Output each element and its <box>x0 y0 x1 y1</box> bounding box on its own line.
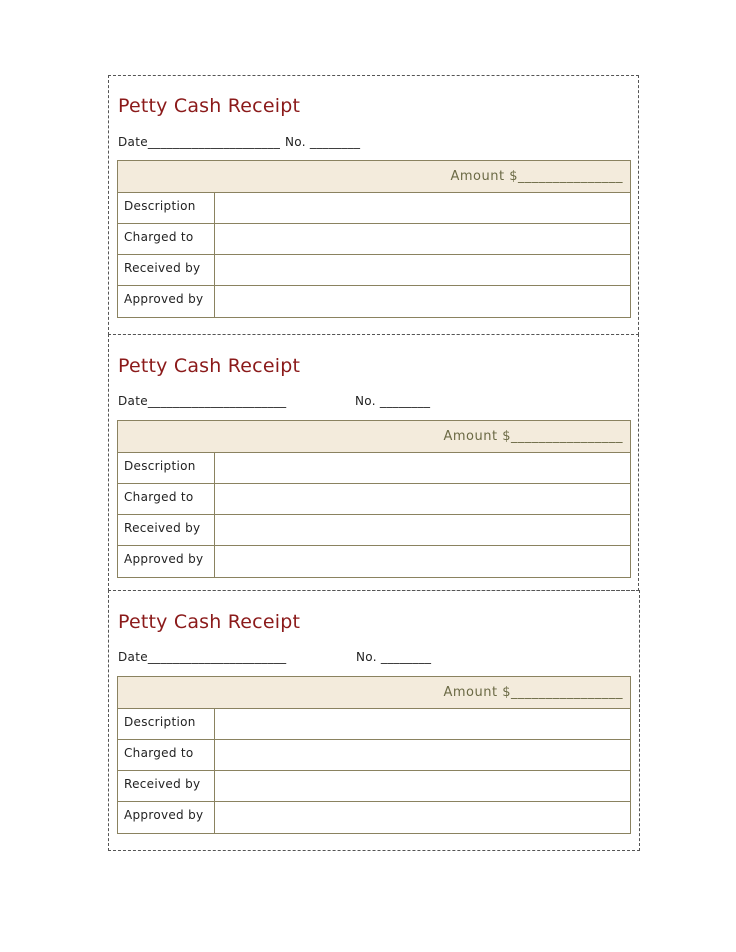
description-label: Description <box>118 453 215 483</box>
receipt-number-field[interactable]: No. ________ <box>355 394 431 408</box>
amount-field[interactable]: Amount $_______________ <box>450 169 623 184</box>
table-row <box>118 802 630 833</box>
description-value[interactable] <box>215 709 630 739</box>
amount-row <box>118 677 630 709</box>
date-field[interactable]: Date______________________ <box>118 394 287 408</box>
receipt-table <box>117 160 631 318</box>
table-row <box>118 709 630 740</box>
amount-row <box>118 421 630 453</box>
charged-to-label: Charged to <box>118 484 215 514</box>
charged-to-value[interactable] <box>215 484 630 514</box>
petty-cash-receipt-1 <box>108 75 639 335</box>
charged-to-value[interactable] <box>215 740 630 770</box>
receipt-title: Petty Cash Receipt <box>118 611 301 633</box>
received-by-value[interactable] <box>215 771 630 801</box>
description-value[interactable] <box>215 193 630 223</box>
table-row <box>118 255 630 286</box>
charged-to-label: Charged to <box>118 740 215 770</box>
description-label: Description <box>118 709 215 739</box>
receipt-table <box>117 420 631 578</box>
receipt-number-field[interactable]: No. ________ <box>356 650 432 664</box>
table-row <box>118 515 630 546</box>
date-field[interactable]: Date______________________ <box>118 650 287 664</box>
table-row <box>118 286 630 317</box>
receipt-title: Petty Cash Receipt <box>118 355 301 377</box>
charged-to-value[interactable] <box>215 224 630 254</box>
description-value[interactable] <box>215 453 630 483</box>
charged-to-label: Charged to <box>118 224 215 254</box>
receipt-table <box>117 676 631 834</box>
amount-row <box>118 161 630 193</box>
amount-field[interactable]: Amount $________________ <box>443 429 623 444</box>
approved-by-label: Approved by <box>118 286 215 317</box>
received-by-label: Received by <box>118 771 215 801</box>
table-row <box>118 740 630 771</box>
received-by-label: Received by <box>118 255 215 285</box>
table-row <box>118 546 630 577</box>
table-row <box>118 224 630 255</box>
amount-field[interactable]: Amount $________________ <box>443 685 623 700</box>
table-row <box>118 453 630 484</box>
description-label: Description <box>118 193 215 223</box>
approved-by-label: Approved by <box>118 546 215 577</box>
table-row <box>118 193 630 224</box>
received-by-value[interactable] <box>215 255 630 285</box>
received-by-value[interactable] <box>215 515 630 545</box>
table-row <box>118 484 630 515</box>
received-by-label: Received by <box>118 515 215 545</box>
approved-by-value[interactable] <box>215 286 630 317</box>
receipt-number-field[interactable]: No. ________ <box>285 135 361 149</box>
approved-by-value[interactable] <box>215 546 630 577</box>
petty-cash-receipt-3 <box>108 590 640 851</box>
table-row <box>118 771 630 802</box>
petty-cash-receipt-2 <box>108 334 639 591</box>
approved-by-label: Approved by <box>118 802 215 833</box>
approved-by-value[interactable] <box>215 802 630 833</box>
date-field[interactable]: Date_____________________ <box>118 135 281 149</box>
receipt-title: Petty Cash Receipt <box>118 95 301 117</box>
